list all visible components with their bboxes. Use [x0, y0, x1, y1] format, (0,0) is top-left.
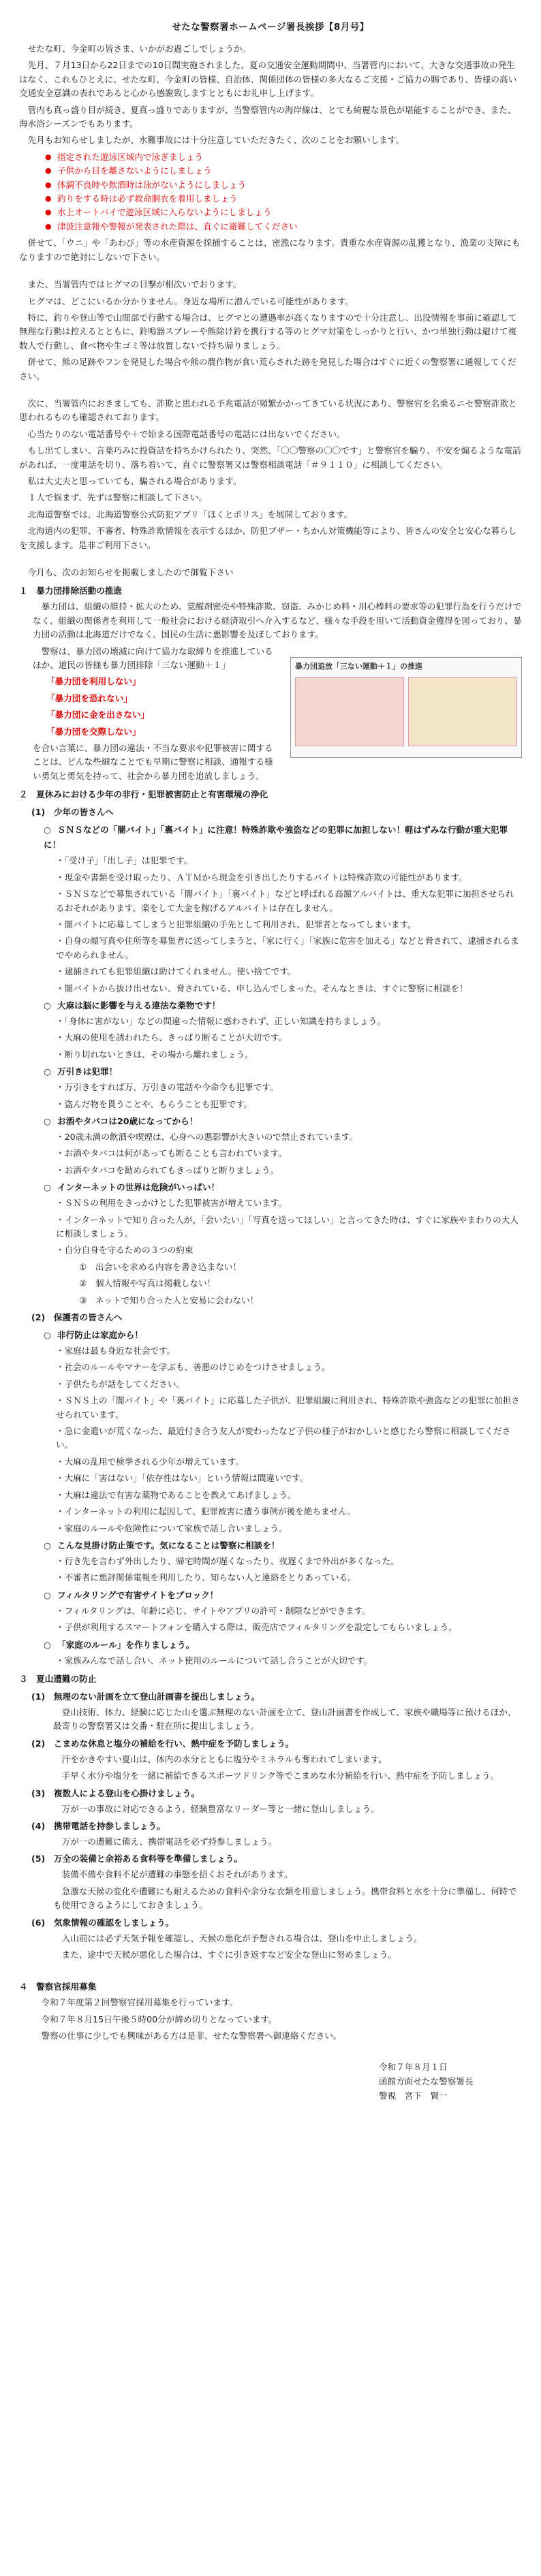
point-line: ・闇バイトに応募してしまうと犯罪組織の手先として利用され、犯罪者となってしまいます。 — [56, 919, 416, 929]
paragraph: ヒグマは、どこにいるか分かりません。身近な場所に潜んでいる可能性があります。 — [27, 296, 354, 306]
paragraph: もし出てしまい、言葉巧みに投資話を持ちかけられたり、突然、「〇〇警察の〇〇です」と警察官を騙り、不安を煽るような電話があれば、一度電話を切り、落ち着いて、直ぐに警察署又は警察相談電話「＃９１１０」に相談してください。 — [19, 445, 521, 470]
point-line: ・お酒やタバコは何があっても断ることも言われています。 — [56, 1148, 287, 1159]
point-line: ・フィルタリングは、年齢に応じ、サイトやアプリの許可・制限などができます。 — [56, 1605, 371, 1616]
paragraph: 私は大丈夫と思っていても、騙される場合があります。 — [27, 475, 242, 486]
point-line-text: 大麻の乱用で検挙される少年が増えています。 — [64, 1456, 245, 1467]
mountain-tip-line: 急激な天候の変化や遭難にも耐えるための食料や余分な衣類を用意しましょう。携帯食料と水を十分に準備し、何時でも使用できるようにしておきましょう。 — [53, 1886, 517, 1911]
point-line: ・家庭のルールや危険性について家族で話し合いましょう。 — [56, 1523, 288, 1533]
signature-org: 函館方面せたな警察署長 — [379, 2076, 474, 2086]
section-heading: ４ 警察官採用募集 — [19, 1982, 97, 1992]
mountain-tip-heading: (3) 複数人による登山を心掛けましょう。 — [31, 1787, 200, 1798]
point-line-text: 社会のルールやマナーを学ぶも、善悪のけじめをつけさせましょう。 — [64, 1362, 330, 1373]
paragraph: 特に、釣りや登山等で山間部で行動する場合は、ヒグマとの遭遇率が高くなりますので十分注意し、出没情報を事前に確認して無理な行動は控えるとともに、鈴鳴器スプレーや熊除け鈴を携行する等のヒグマ対策をしっかりと行い、かつ単独行動は避けて複数人で行動し、食べ物や生ゴミ等は放置しないで持ち帰りましょう。 — [19, 312, 517, 351]
paragraph: また、当署管内ではヒグマの目撃が相次いでおります。 — [27, 279, 242, 290]
circle-bullet-icon: ○ — [44, 1066, 51, 1077]
section4-text: 令和７年８月15日午後５時00分が締め切りとなっています。 — [41, 2014, 277, 2024]
point-line-text: ＳＮＳ上の「闇バイト」や「裏バイト」に応募した子供が、犯罪組織に利用され、特殊詐欺や強盗などの犯罪に加担させられています。 — [56, 1395, 520, 1420]
paragraph: １人で悩まず、先ずは警察に相談して下さい。 — [27, 492, 208, 503]
point-heading-text: フィルタリングで有害サイトをブロック！ — [57, 1589, 219, 1600]
point-line-text: お酒やタバコは何があっても断ることも言われています。 — [64, 1148, 287, 1159]
point-line: ・現金や書類を受け取ったり、ＡＴＭから現金を引き出したりするバイトは特殊詐欺の可能性があります。 — [56, 872, 467, 882]
point-line: ・インターネットで知り合った人が、「会いたい」「写真を送ってほしい」と言ってきた時は、すぐに家族やまわりの大人に相談しましょう。 — [56, 1214, 519, 1239]
section4-text: 警察の仕事に少しでも興味がある方は是非、せたな警察署へ御連絡ください。 — [41, 2031, 342, 2041]
point-line-text: 家族みんなで話し合い、ネット使用のルールについて話し合うことが大切です。 — [64, 1655, 373, 1666]
poster-image — [290, 657, 522, 758]
point-line: ・ＳＮＳ上の「闇バイト」や「裏バイト」に応募した子供が、犯罪組織に利用され、特殊詐欺や強盗などの犯罪に加担させられています。 — [56, 1395, 520, 1420]
safety-tip: ● 指定された遊泳区域内で泳ぎましょう — [45, 150, 522, 164]
point-line: ・子供たちが話をしてください。 — [56, 1378, 185, 1389]
point-heading-text: 万引きは犯罪！ — [57, 1066, 118, 1077]
circle-bullet-icon: ○ — [44, 1182, 51, 1193]
point-heading — [44, 1588, 522, 1603]
point-line: ・「受け子」「出し子」は犯罪です。 — [56, 855, 193, 866]
point-line: ・大麻は違法で有害な薬物であることを教えてあげましょう。 — [56, 1489, 296, 1500]
signature-name: 警視 宮下 賢一 — [379, 2090, 448, 2101]
section-heading: １ 暴力団排除活動の推進 — [19, 586, 123, 597]
signature-date: 令和７年８月１日 — [379, 2061, 448, 2072]
point-heading-text: インターネットの世界は危険がいっぱい！ — [57, 1182, 220, 1193]
circle-bullet-icon: ○ — [44, 1115, 51, 1126]
circle-bullet-icon: ○ — [44, 1639, 51, 1650]
signature-block — [379, 2060, 522, 2103]
point-heading — [44, 1180, 522, 1195]
point-line: ・20歳未満の飲酒や喫煙は、心身への悪影響が大きいので禁止されています。 — [56, 1131, 358, 1142]
point-line-text: 急に金遣いが荒くなった、最近付き合う友人が変わったなど子供の様子がおかしいと感じたら警察に相談してください。 — [56, 1426, 511, 1450]
point-line: ・行き先を言わず外出したり、帰宅時間が遅くなったり、夜遅くまで外出が多くなった。 — [56, 1555, 399, 1566]
paragraph: 北海道内の犯罪、不審者、特殊詐欺情報を表示するほか、防犯ブザー・ちかん対策機能等により、皆さんの安全と安心な暮らしを支援します。是非ご利用下さい。 — [19, 526, 517, 550]
safety-tip: ● 子供から目を離さないようにしましょう — [45, 164, 522, 178]
point-line: ・闇バイトから抜け出せない、脅されている、申し込んでしまった。そんなときは、すぐに警察に相談を！ — [56, 983, 468, 993]
point-line-text: 「身体に害がない」などの間違った情報に惑わされず、正しい知識を持ちましょう。 — [64, 1015, 386, 1026]
section1-text: 暴力団は、組織の維持・拡大のため、覚醒剤密売や特殊詐欺、窃盗、みかじめ料・用心棒料の要求等の犯罪行為を行うだけでなく、組織の関係者を利用して一般社会における経済取引へ介入するなど、様々な手段を用いて活動資金獲得を図っており、暴力団の活動は北海道だけでなく、国民の生活に悪影響を及ぼしております。 — [33, 601, 522, 640]
point-heading-text: お酒やタバコは20歳になってから！ — [57, 1115, 198, 1126]
intro-campaign: 先月、７月13日から22日までの10日間実施されました、夏の交通安全運動期間中、当署管内において、大きな交通事故の発生はなく、これもひとえに、せたな町、今金町の皆様、自治体、関係団体の皆様の多大なるご支援・ご協力の賜であり、皆様の高い交通安全意識の表れであると心から感謝致しますとともにお礼申し上げます。 — [19, 60, 517, 99]
poster-panel — [295, 677, 404, 746]
circle-bullet-icon: ○ — [44, 825, 51, 836]
safety-tip: ● 津波注意報や警報が発表された際は、直ぐに避難してください — [45, 220, 522, 234]
mountain-tip-line: また、途中で天候が悪化した場合は、すぐに引き返すなど安全な登山に努めましょう。 — [61, 1950, 397, 1960]
section-heading: ３ 夏山遭難の防止 — [19, 1673, 97, 1684]
paragraph: 心当たりのない電話番号や＋で始まる国際電話番号の電話には出ないでください。 — [27, 428, 345, 439]
point-heading-text: こんな見掛け防止策です。気になることは警察に相談を！ — [57, 1540, 280, 1551]
promise-item: ② 個人情報や写真は掲載しない！ — [79, 1278, 216, 1289]
point-line-text: 大麻は違法で有害な薬物であることを教えてあげましょう。 — [64, 1489, 296, 1500]
point-heading — [44, 1638, 522, 1653]
point-heading-text: 「家庭のルール」を作りましょう。 — [57, 1639, 195, 1650]
point-heading — [44, 998, 522, 1013]
mountain-tip-line: 登山技術、体力、経験に応じた山を選ぶ無理のない計画を立て、登山計画書を作成して、家族や職場等に預けるほか、最寄りの警察署又は交番・駐在所に提出しましょう。 — [53, 1706, 516, 1732]
point-line-text: 闇バイトから抜け出せない、脅されている、申し込んでしまった。そんなときは、すぐに警察に相談を！ — [64, 983, 468, 993]
point-line: ・ＳＮＳなどで募集されている「闇バイト」「裏バイト」などと呼ばれる高額アルバイトは、重大な犯罪に加担させられるおそれがあります。楽をして大金を稼げるアルバイトは存在しません。 — [56, 889, 514, 913]
point-line-text: 自分自身を守るための３つの約束 — [64, 1245, 194, 1256]
point-line: ・大麻に「害はない」「依存性はない」という情報は間違いです。 — [56, 1473, 309, 1484]
point-heading — [44, 1538, 522, 1553]
promise-item: ① 出会いを求める内容を書き込まない！ — [79, 1261, 241, 1272]
circle-bullet-icon: ○ — [44, 1540, 51, 1551]
point-line: ・大麻の使用を誘われたら、きっぱり断ることが大切です。 — [56, 1032, 288, 1043]
point-line-text: 子供たちが話をしてください。 — [64, 1378, 185, 1389]
point-line-text: 家庭のルールや危険性について家族で話し合いましょう。 — [64, 1523, 288, 1533]
circle-bullet-icon: ○ — [44, 1589, 51, 1600]
point-heading-text: 非行防止は家庭から！ — [57, 1330, 143, 1341]
poster-title: 暴力団追放「三ない運動＋１」の推進 — [295, 662, 422, 671]
point-line-text: 大麻に「害はない」「依存性はない」という情報は間違いです。 — [64, 1473, 309, 1484]
subsection-heading: (1) 少年の皆さんへ — [31, 807, 114, 818]
point-line-text: 20歳未満の飲酒や喫煙は、心身への悪影響が大きいので禁止されています。 — [64, 1131, 358, 1142]
mountain-tip-heading: (2) こまめな休息と塩分の補給を行い、熱中症を予防しましょう。 — [31, 1738, 294, 1749]
point-line-text: 闇バイトに応募してしまうと犯罪組織の手先として利用され、犯罪者となってしまいます。 — [64, 919, 416, 929]
paragraph: 併せて、「ウニ」や「あわび」等の水産資源を採捕することは、密漁になります。貴重な水産資源の乱獲となり、漁業の支障にもなりますので絶対にしないで下さい。 — [19, 238, 521, 262]
point-line: ・断り切れないときは、その場から離れましょう。 — [56, 1049, 253, 1060]
rule-item: 「暴力団を利用しない」 — [46, 676, 141, 687]
point-line: ・ＳＮＳの利用をきっかけとした犯罪被害が増えています。 — [56, 1198, 288, 1209]
section1-body — [19, 600, 522, 783]
mountain-tip-line: 入山前には必ず天気予報を確認し、天候の悪化が予想される場合は、登山を中止しましょう。 — [61, 1933, 422, 1943]
point-line-text: 盗んだ物を貰うことや、もらうことも犯罪です。 — [64, 1098, 253, 1109]
point-line-text: 「受け子」「出し子」は犯罪です。 — [64, 855, 193, 866]
point-line-text: ＳＮＳの利用をきっかけとした犯罪被害が増えています。 — [64, 1198, 288, 1209]
mountain-tip-line: 手早く水分や塩分を一緒に補給できるスポーツドリンク等でこまめな水分補給を行い、熱中症を予防しましょう。 — [61, 1770, 499, 1781]
mountain-tip-heading: (5) 万全の装備と余裕ある食料等を準備しましょう。 — [31, 1854, 243, 1864]
point-line: ・社会のルールやマナーを学ぶも、善悪のけじめをつけさせましょう。 — [56, 1362, 330, 1373]
point-heading-text: ＳＮＳなどの「闇バイト」「裏バイト」に注意！特殊詐欺や強盗などの犯罪に加担しない！軽はずみな行動が重大犯罪に！ — [44, 825, 508, 850]
intro-greeting: せたな町、今金町の皆さま、いかがお過ごしでしょうか。 — [27, 44, 251, 54]
point-line-text: 現金や書類を受け取ったり、ＡＴＭから現金を引き出したりするバイトは特殊詐欺の可能性があります。 — [64, 872, 467, 882]
intro-scenery: 管内も真っ盛り目が続き、夏真っ盛りでありますが、当警察管内の海岸線は、とても綺麗な景色が堪能することができ、また、海水浴シーズンでもあります。 — [19, 104, 516, 129]
safety-tip: ● 釣りをする時は必ず救命胴衣を着用しましょう — [45, 192, 522, 206]
mountain-tip-line: 万が一の遭難に備え、携帯電話を必ず持参しましょう。 — [61, 1836, 277, 1847]
mountain-tip-heading: (4) 携帯電話を持参しましょう。 — [31, 1820, 166, 1831]
point-heading-text: 大麻は脳に影響を与える違法な薬物です！ — [57, 1000, 221, 1011]
point-line-text: 自身の顔写真や住所等を募集者に送ってしまうと、「家に行く」「家族に危害を加える」などと脅されて、逮捕されるまでやめられません。 — [56, 936, 519, 960]
safety-tip: ● 水上オートバイで遊泳区域に入らないようにしましょう — [45, 206, 522, 219]
paragraph: 北海道警察では、北海道警察公式防犯アプリ「ほくとポリス」を展開しております。 — [27, 509, 353, 520]
point-line-text: インターネットで知り合った人が、「会いたい」「写真を送ってほしい」と言ってきた時は、すぐに家族やまわりの大人に相談しましょう。 — [56, 1214, 519, 1239]
point-line: ・「身体に害がない」などの間違った情報に惑わされず、正しい知識を持ちましょう。 — [56, 1015, 386, 1026]
section1-text: を合い言葉に、暴力団の違法・不当な要求や犯罪被害に関することは、どんな些細なことでも早期に警察に相談、通報する様い勇気と勇気を持って、社会から暴力団を追放しましょう。 — [33, 743, 273, 781]
rule-item: 「暴力団に金を出さない」 — [46, 710, 150, 720]
point-heading — [44, 1328, 522, 1343]
point-line-text: 行き先を言わず外出したり、帰宅時間が遅くなったり、夜遅くまで外出が多くなった。 — [64, 1555, 399, 1566]
section-heading: ２ 夏休みにおける少年の非行・犯罪被害防止と有害環境の浄化 — [19, 789, 268, 800]
point-line: ・大麻の乱用で検挙される少年が増えています。 — [56, 1456, 245, 1467]
point-line-text: 子供が利用するスマートフォンを購入する際は、販売店でフィルタリングを設定してもらいましょう。 — [64, 1622, 457, 1633]
mountain-tip-line: 装備不備や食料不足が遭難の事態を招くおそれがあります。 — [61, 1869, 293, 1880]
rule-item: 「暴力団を交際しない」 — [46, 726, 141, 737]
point-line-text: 不審者に悪評関係電報を利用したり、知らない人と連絡をとりあっている。 — [64, 1572, 356, 1583]
point-line-text: 大麻の使用を誘われたら、きっぱり断ることが大切です。 — [64, 1032, 288, 1043]
point-line-text: フィルタリングは、年齢に応じ、サイトやアプリの許可・制限などができます。 — [64, 1605, 371, 1616]
point-line: ・子供が利用するスマートフォンを購入する際は、販売店でフィルタリングを設定してもらいましょう。 — [56, 1622, 457, 1633]
mountain-tip-heading: (6) 気象情報の確認をしましょう。 — [31, 1917, 174, 1928]
point-line: ・自分自身を守るための３つの約束 — [56, 1245, 194, 1256]
paragraph: 併せて、熊の足跡やフンを発見した場合や熊の農作物が食い荒らされた跡を発見した場合はすぐに近くの警察署に通報してください。 — [19, 357, 516, 381]
point-heading — [44, 1114, 522, 1129]
point-line-text: お酒やタバコを勧められてもきっぱりと断りましょう。 — [64, 1164, 279, 1175]
point-line: ・インターネットの利用に起因して、犯罪被害に遭う事例が後を絶ちません。 — [56, 1506, 356, 1517]
point-line-text: 逮捕されても犯罪組織は助けてくれません。使い捨てです。 — [64, 966, 296, 977]
mountain-tip-line: 汗をかきやすい夏山は、体内の水分とともに塩分やミネラルも奪われてしまいます。 — [61, 1753, 387, 1764]
section4-text: 令和７年度第２回警察官採用募集を行っています。 — [41, 1997, 238, 2008]
rule-item: 「暴力団を恐れない」 — [46, 693, 132, 703]
mountain-tip-heading: (1) 無理のない計画を立て登山計画書を提出しましょう。 — [31, 1691, 260, 1702]
paragraph: 次に、当署管内におきましても、詐欺と思われる予兆電話が頻繁かかってきている状況にあり、警察官を名乗るニセ警察詐欺と思われるものも確認されております。 — [19, 398, 517, 423]
point-line: ・盗んだ物を貰うことや、もらうことも犯罪です。 — [56, 1098, 253, 1109]
point-line-text: ＳＮＳなどで募集されている「闇バイト」「裏バイト」などと呼ばれる高額アルバイトは、重大な犯罪に加担させられるおそれがあります。楽をして大金を稼げるアルバイトは存在しません。 — [56, 889, 514, 913]
subsection-heading: (2) 保護者の皆さんへ — [31, 1312, 123, 1323]
section1-left-column — [19, 645, 278, 784]
mountain-tip-line: 万が一の事故に対応できるよう、経験豊富なリーダー等と一緒に登山しましょう。 — [61, 1803, 380, 1814]
point-line: ・不審者に悪評関係電報を利用したり、知らない人と連絡をとりあっている。 — [56, 1572, 356, 1583]
circle-bullet-icon: ○ — [44, 1330, 51, 1341]
section1-text: 警察は、暴力団の壊滅に向けて協力な取締りを推進しているほか、道民の皆様も暴力団排除「三ない運動＋１」 — [33, 646, 273, 671]
intro-request: 先月もお知らせしましたが、水難事故には十分注意していただきたく、次のことをお願いします。 — [27, 135, 405, 146]
point-line-text: 家庭は最も身近な社会です。 — [64, 1346, 176, 1356]
page-title: せたな警察署ホームページ署長挨拶【8月号】 — [172, 22, 369, 33]
point-line: ・万引きをすれば万、万引きの電話や今命令も犯罪です。 — [56, 1082, 279, 1093]
point-line: ・家族みんなで話し合い、ネット使用のルールについて話し合うことが大切です。 — [56, 1655, 373, 1666]
point-heading — [44, 1064, 522, 1079]
safety-tip: ● 体調不良時や飲酒時は泳がないようにしましょう — [45, 178, 522, 192]
poster-panel — [408, 677, 517, 746]
point-line-text: 断り切れないときは、その場から離れましょう。 — [64, 1049, 253, 1060]
promise-item: ③ ネットで知り合った人と安易に会わない！ — [79, 1294, 259, 1305]
point-line: ・逮捕されても犯罪組織は助けてくれません。使い捨てです。 — [56, 966, 296, 977]
circle-bullet-icon: ○ — [44, 1000, 51, 1011]
point-line: ・お酒やタバコを勧められてもきっぱりと断りましょう。 — [56, 1164, 279, 1175]
point-line-text: 万引きをすれば万、万引きの電話や今命令も犯罪です。 — [64, 1082, 279, 1093]
point-line: ・家庭は最も身近な社会です。 — [56, 1346, 176, 1356]
point-line: ・自身の顔写真や住所等を募集者に送ってしまうと、「家に行く」「家族に危害を加える」などと脅されて、逮捕されるまでやめられません。 — [56, 936, 519, 960]
safety-tips-list — [45, 150, 522, 234]
point-heading — [44, 823, 522, 853]
point-line: ・急に金遣いが荒くなった、最近付き合う友人が変わったなど子供の様子がおかしいと感じたら警察に相談してください。 — [56, 1426, 511, 1450]
point-line-text: インターネットの利用に起因して、犯罪被害に遭う事例が後を絶ちません。 — [64, 1506, 356, 1517]
paragraph: 今月も、次のお知らせを掲載しましたので御覧下さい — [27, 567, 234, 577]
